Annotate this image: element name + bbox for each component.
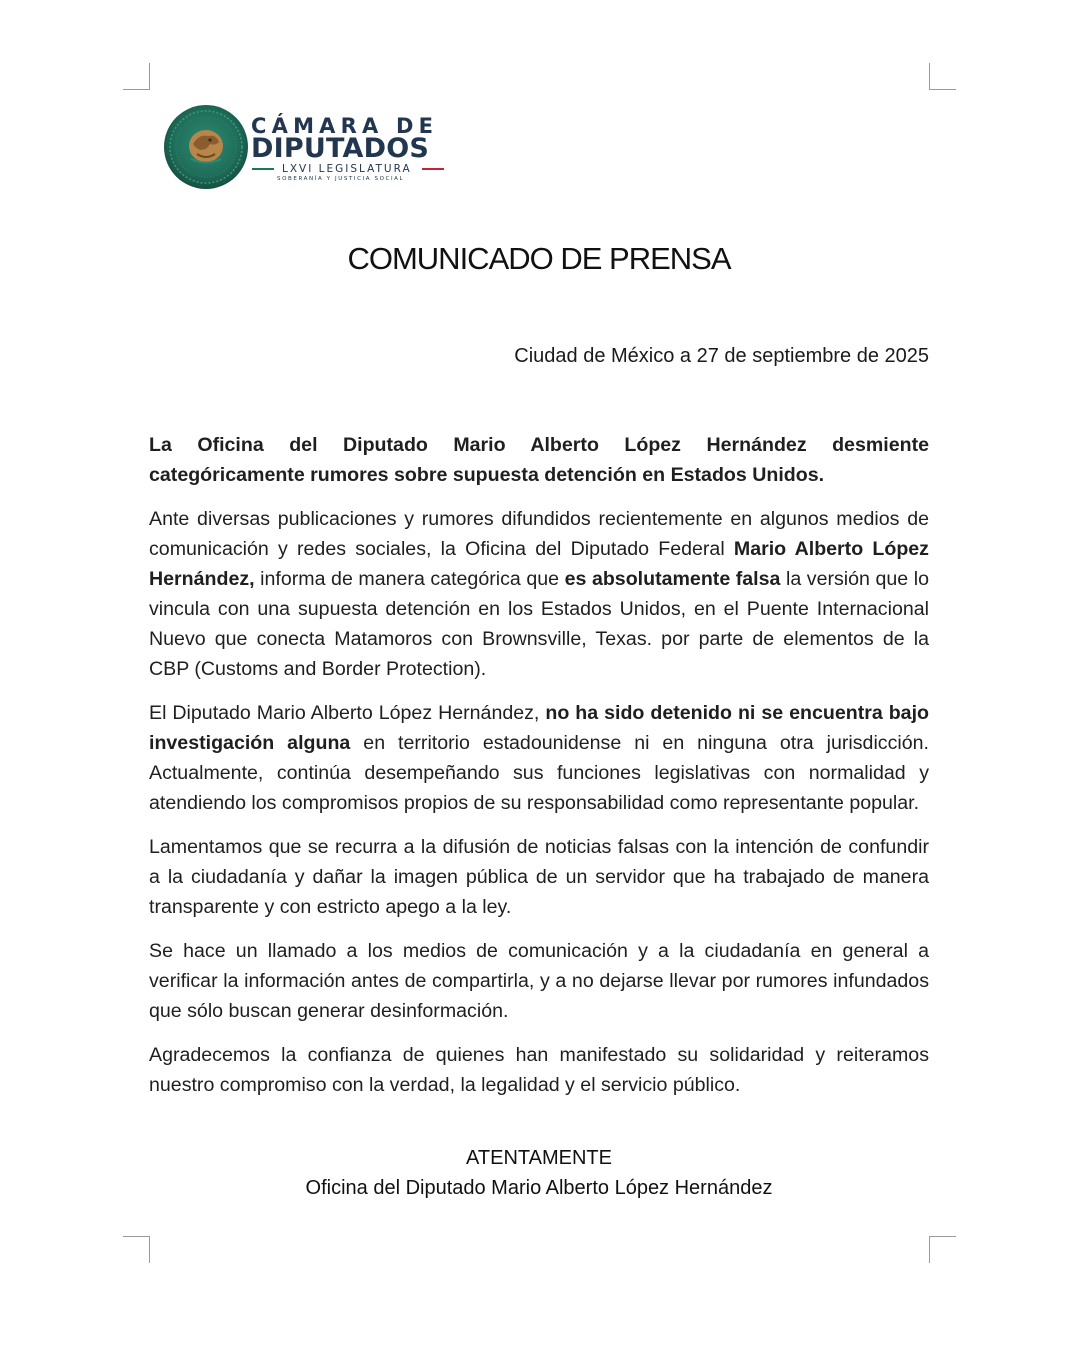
paragraph-2 [149,698,929,818]
crop-mark-top-left [123,63,150,90]
logo-text-camara: CÁMARA DE [251,114,439,138]
press-release-body [149,430,929,1114]
signoff-closing: ATENTAMENTE [466,1147,612,1169]
logo-green-bar [252,168,274,170]
bold-text-run: es absolutamente falsa [564,568,781,590]
logo-text-legislatura: LXVI LEGISLATURA [282,163,412,175]
paragraph-3: Lamentamos que se recurra a la difusión de noticias falsas con la intención de confundir a la ciudadanía y dañar la imagen pública de un servidor que ha trabajado de manera transparente y con estricto apego a la ley. [149,836,929,918]
crop-mark-bottom-left [123,1236,150,1263]
text-run: en territorio estadounidense ni en ninguna otra jurisdicción. Actualmente, continúa desempeñando sus funciones legislativas con normalidad y atendiendo los compromisos propios de su responsabilidad como representante popular. [149,732,929,814]
document-title: COMUNICADO DE PRENSA [347,241,731,276]
paragraph-1 [149,504,929,684]
paragraph-4: Se hace un llamado a los medios de comunicación y a la ciudadanía en general a verificar la información antes de compartirla, y a no dejarse llevar por rumores infundados que sólo buscan generar desinformación. [149,940,929,1022]
national-seal-icon [163,104,249,190]
paragraph-5: Agradecemos la confianza de quienes han manifestado su solidaridad y reiteramos nuestro compromiso con la verdad, la legalidad y el servicio público. [149,1044,929,1096]
signoff [0,1143,1078,1203]
crop-mark-top-right [929,63,956,90]
lead-paragraph: La Oficina del Diputado Mario Alberto López Hernández desmiente categóricamente rumores sobre supuesta detención en Estados Unidos. [149,434,929,486]
date-line: Ciudad de México a 27 de septiembre de 2025 [514,345,929,367]
logo-red-bar [422,168,444,170]
bold-text-run: no ha sido detenido ni se encuentra bajo investigación alguna [149,702,929,754]
text-run: la versión que lo vincula con una supuesta detención en los Estados Unidos, en el Puente Internacional Nuevo que conecta Matamoros con Brownsville, Texas. por parte de elementos de la CBP (Customs and Border Protection). [149,568,929,680]
logo-text-diputados: DIPUTADOS [251,133,429,164]
text-run: informa de manera categórica que [254,568,565,590]
camara-diputados-logo [163,104,453,192]
logo-text-motto: SOBERANÍA Y JUSTICIA SOCIAL [277,176,405,182]
text-run: El Diputado Mario Alberto López Hernández, [149,702,546,724]
bold-text-run: Mario Alberto López Hernández, [149,538,929,590]
text-run: Ante diversas publicaciones y rumores difundidos recientemente en algunos medios de comunicación y redes sociales, la Oficina del Diputado Federal [149,508,929,560]
signoff-office: Oficina del Diputado Mario Alberto López Hernández [305,1177,773,1199]
crop-mark-bottom-right [929,1236,956,1263]
